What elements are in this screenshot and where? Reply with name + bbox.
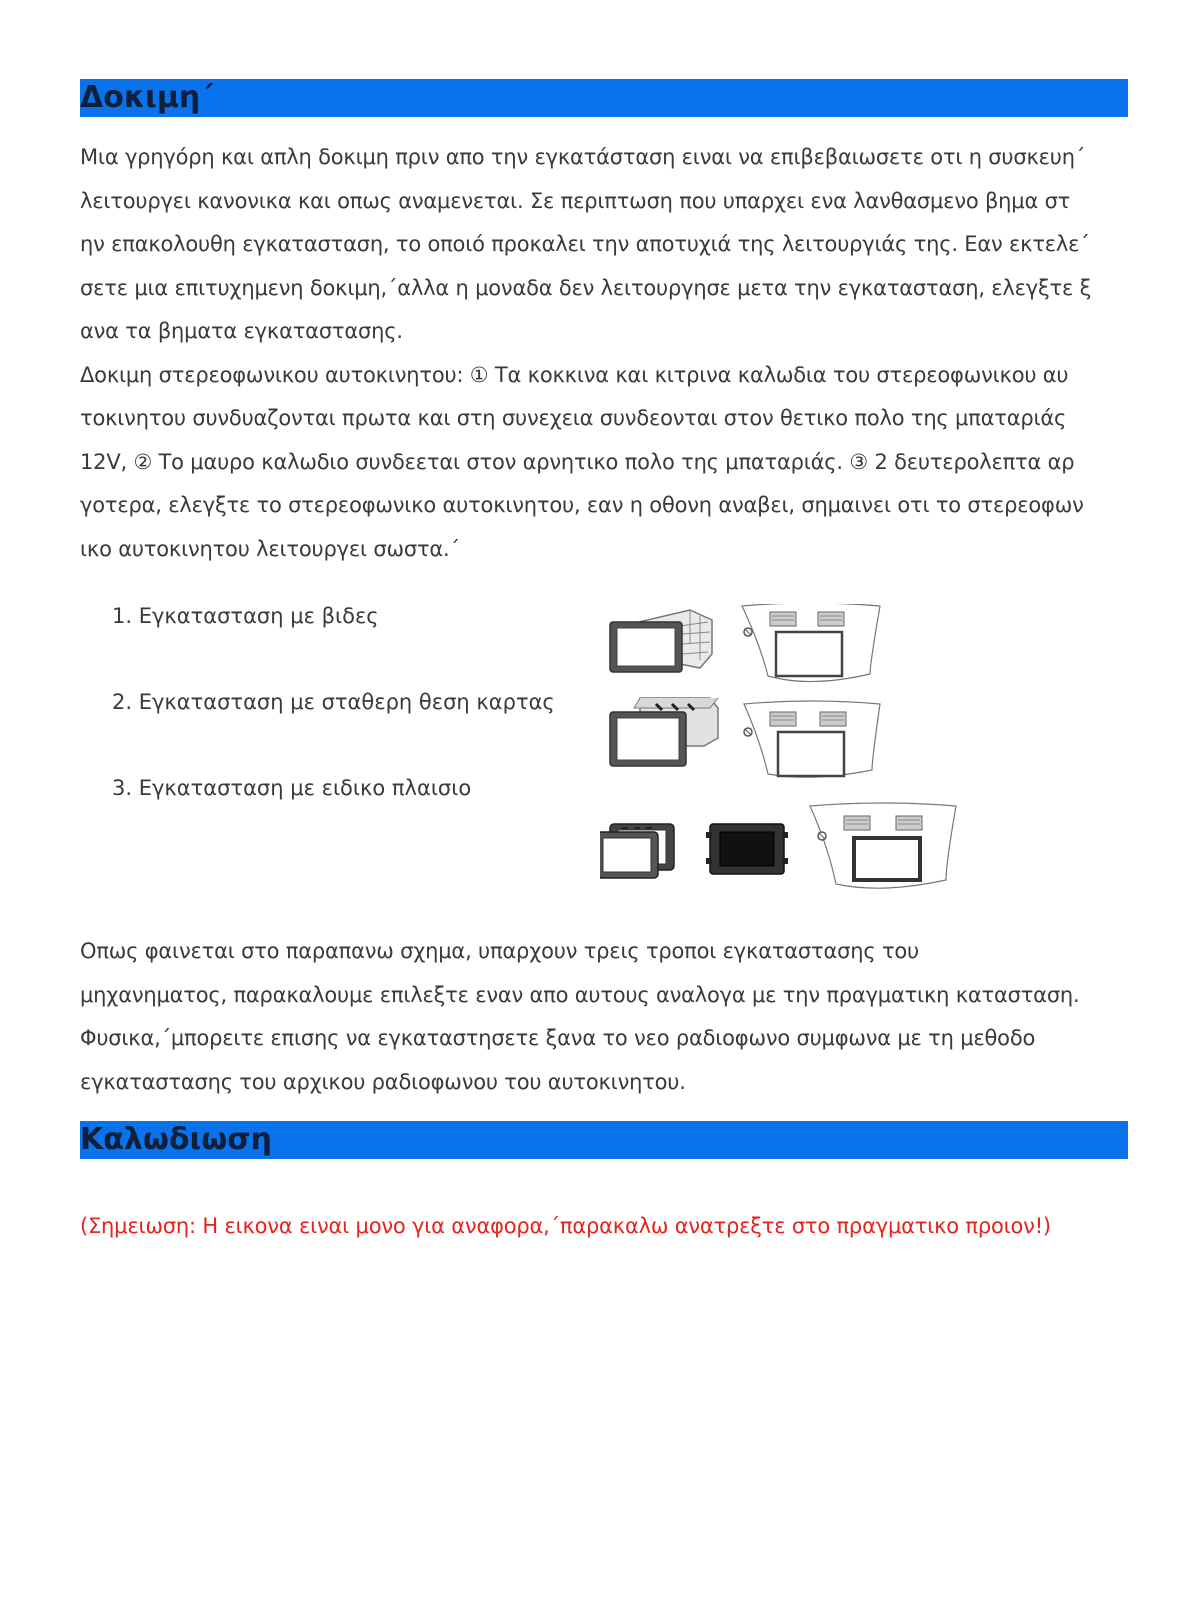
section-heading-wiring-label: Καλωδιωση [80,1122,273,1157]
paragraph-line: Οπως φαινεται στο παραπανω σχημα, υπαρχουν τρεις τροποι εγκαταστασης του [80,939,919,963]
install-methods-paragraph [80,930,1130,1104]
section-heading-test-label: Δοκιμη΄ [80,80,214,115]
list-item: 2. Εγκατασταση με σταθερη θεση καρτας [112,690,555,714]
installation-methods-illustration [600,604,990,914]
paragraph-line: τοκινητου συνδυαζονται πρωτα και στη συνεχεια συνδεονται στον θετικο πολο της μπαταριάς [80,406,1067,430]
section-heading-test [80,79,1128,117]
paragraph-line: Δοκιμη στερεοφωνικου αυτοκινητου: ① Τα κοκκινα και κιτρινα καλωδια του στερεοφωνικου αυ [80,362,1069,387]
list-item: 3. Εγκατασταση με ειδικο πλαισιο [112,776,472,800]
paragraph-line: σετε μια επιτυχημενη δοκιμη,΄αλλα η μοναδα δεν λειτουργησε μετα την εγκατασταση, ελεγξτε ξ [80,275,1092,300]
paragraph-line: 12V, ② Το μαυρο καλωδιο συνδεεται στον αρνητικο πολο της μπαταριάς. ③ 2 δευτερολεπτα αρ [80,449,1075,474]
section-heading-wiring [80,1121,1128,1159]
paragraph-line: Μια γρηγόρη και απλη δοκιμη πριν απο την εγκατάσταση ειναι να επιβεβαιωσετε οτι η συσκευη΄ [80,145,1086,169]
paragraph-line: ην επακολουθη εγκατασταση, το οποιό προκαλει την αποτυχιά της λειτουργιάς της. Εαν εκτελε΄ [80,232,1090,256]
paragraph-line: ανα τα βηματα εγκαταστασης. [80,319,403,343]
paragraph-line: ικο αυτοκινητου λειτουργει σωστα.΄ [80,536,460,561]
frame-install-figure [600,803,956,888]
paragraph-line: μηχανηματος, παρακαλουμε επιλεξτε εναν απο αυτους αναλογα με την πραγματικη κατασταση. [80,982,1080,1007]
paragraph-line: εγκαταστασης του αρχικου ραδιοφωνου του αυτοκινητου. [80,1069,686,1094]
card-install-figure [610,698,880,777]
paragraph-line: Φυσικα,΄μπορειτε επισης να εγκαταστησετε ξανα το νεο ραδιοφωνο συμφωνα με τη μεθοδο [80,1026,1036,1050]
list-item: 1. Εγκατασταση με βιδες [112,604,379,628]
paragraph-line: γοτερα, ελεγξτε το στερεοφωνικο αυτοκινητου, εαν η οθονη αναβει, σημαινει οτι το στερεοφων [80,493,1084,517]
paragraph-line: λειτουργει κανονικα και οπως αναμενεται. Σε περιπτωση που υπαρχει ενα λανθασμενο βημα στ [80,188,1071,213]
screw-install-figure [610,604,880,682]
test-paragraph [80,136,1130,571]
reference-note: (Σημειωση: Η εικονα ειναι μονο για αναφορα,΄παρακαλω ανατρεξτε στο πραγματικο προιον!) [80,1214,1051,1238]
